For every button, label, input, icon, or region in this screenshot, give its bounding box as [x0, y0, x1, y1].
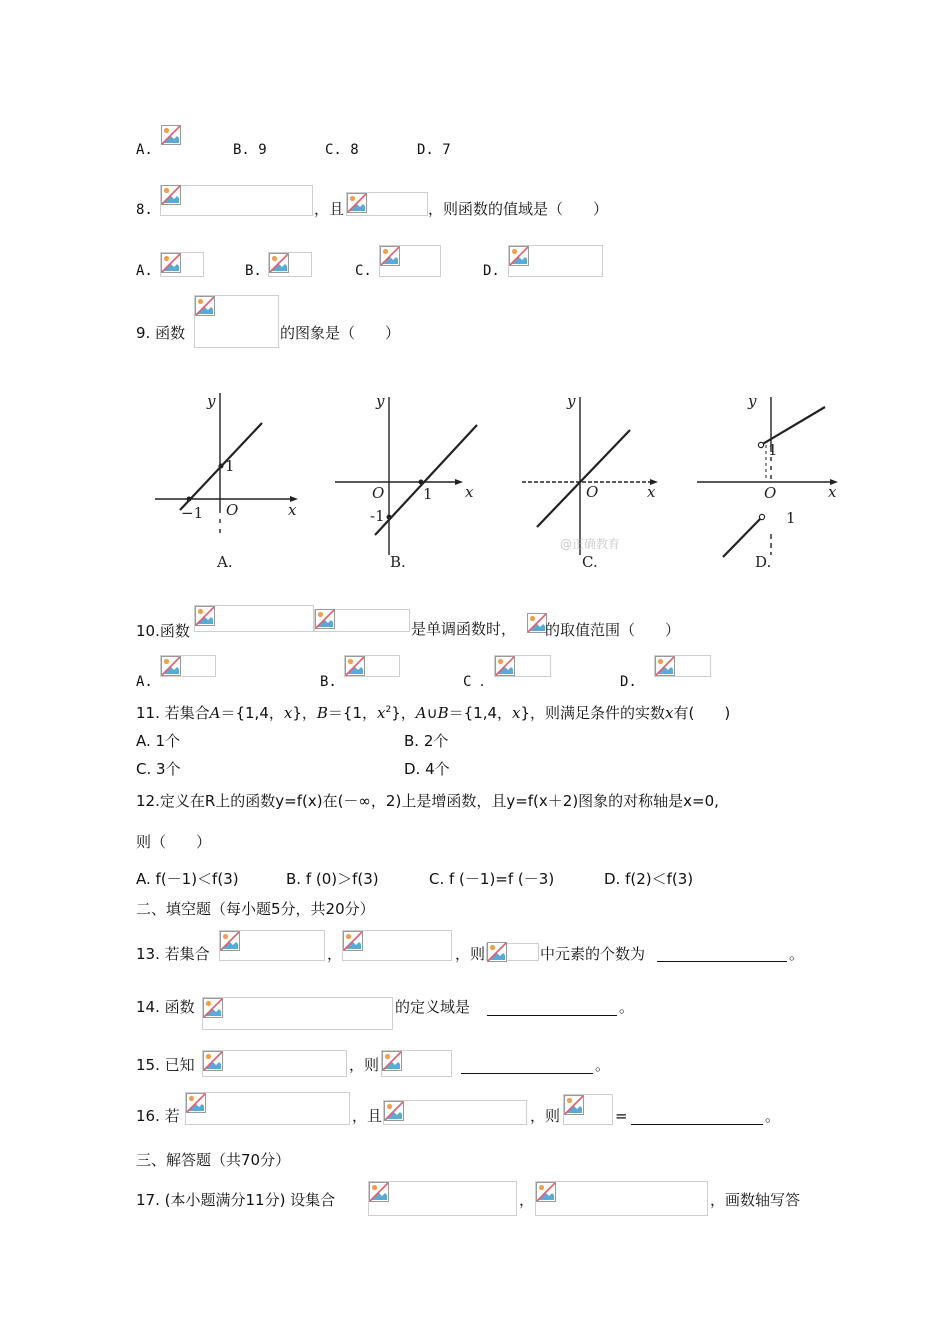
broken-image-icon	[527, 613, 547, 633]
q13-comma: ，	[327, 945, 343, 963]
q15-answer-blank[interactable]	[461, 1059, 593, 1074]
q8-text-range: ，则函数的值域是（ ）	[428, 200, 609, 218]
q13-text: 13. 若集合	[136, 945, 210, 963]
broken-image-icon	[347, 193, 367, 213]
broken-image-icon	[161, 253, 181, 273]
q15-then: ，则	[349, 1056, 380, 1074]
broken-image-icon	[195, 296, 215, 316]
section-2-heading: 二、填空题（每小题5分，共20分）	[136, 900, 375, 918]
q7-option-b: B. 9	[233, 142, 267, 158]
graph-d-y-label: y	[748, 392, 757, 410]
q12-line2: 则（ ）	[136, 833, 212, 851]
graph-d-origin: O	[764, 484, 777, 502]
q10-option-c: C ．	[463, 674, 494, 690]
q8-option-c: C.	[355, 263, 372, 279]
broken-image-icon	[161, 125, 181, 145]
graph-b-label-1: 1	[423, 485, 433, 503]
graph-d-caption: D.	[755, 553, 772, 571]
q16-end: 。	[765, 1107, 781, 1125]
formula-image	[368, 1181, 517, 1216]
graph-c-x-label: x	[647, 483, 656, 501]
broken-image-icon	[203, 998, 223, 1018]
q13-end: 。	[789, 945, 805, 963]
broken-image-icon	[343, 931, 363, 951]
graph-c-y-label: y	[567, 392, 576, 410]
q10-option-b: B.	[320, 674, 337, 690]
graph-a-point	[187, 497, 192, 502]
q8-option-a: A.	[136, 263, 153, 279]
graph-a-y-label: y	[207, 392, 216, 410]
q11-question: 11. 若集合A＝{1,4，x}，B＝{1，$x^2$}，A∪B＝{1,4，x}，则满足条件的实数x有( )	[136, 704, 731, 722]
graph-a-label-neg1: −1	[181, 504, 204, 522]
broken-image-icon	[345, 656, 365, 676]
q9-graphs	[140, 385, 860, 580]
broken-image-icon	[384, 1101, 404, 1121]
q13-then: ，则	[455, 945, 486, 963]
broken-image-icon	[161, 185, 181, 205]
graph-a-label-1: 1	[225, 457, 235, 475]
q11-option-b: B. 2个	[404, 732, 449, 750]
graph-b-point	[387, 515, 392, 520]
broken-image-icon	[382, 1051, 402, 1071]
q16-answer-blank[interactable]	[631, 1110, 763, 1125]
graph-a-origin: O	[226, 501, 239, 519]
q16-equals: =	[615, 1107, 628, 1125]
q7-option-d: D. 7	[417, 142, 451, 158]
graph-d-label-1: 1	[768, 441, 778, 459]
graph-a-x-label: x	[288, 501, 297, 519]
q14-tail: 的定义域是	[395, 998, 471, 1016]
broken-image-icon	[203, 1051, 223, 1071]
q14-end: 。	[619, 998, 635, 1016]
formula-image	[185, 1092, 350, 1125]
q13-answer-blank[interactable]	[657, 947, 787, 962]
graph-c-line	[537, 430, 630, 527]
graph-d-label-1b: 1	[786, 509, 796, 527]
formula-image	[160, 185, 313, 216]
broken-image-icon	[564, 1095, 584, 1115]
graph-d-open-point	[758, 442, 763, 447]
broken-image-icon	[655, 656, 675, 676]
broken-image-icon	[509, 246, 529, 266]
graph-a-caption: A.	[217, 553, 233, 571]
broken-image-icon	[380, 246, 400, 266]
q10-tail: 的取值范围（ ）	[545, 621, 681, 639]
q12-option-a: A. f(－1)＜f(3)	[136, 870, 239, 888]
q15-end: 。	[595, 1056, 611, 1074]
graph-b-caption: B.	[390, 553, 406, 571]
graph-a-point	[219, 464, 224, 469]
q16-text: 16. 若	[136, 1107, 180, 1125]
q7-option-a: A.	[136, 142, 153, 158]
q9-text: 9. 函数	[136, 324, 186, 342]
watermark: @正确教育	[560, 537, 621, 551]
broken-image-icon	[315, 609, 335, 629]
q17-tail: ，画数轴写答	[710, 1191, 801, 1209]
formula-image	[383, 1100, 527, 1125]
graph-c-caption: C.	[582, 553, 598, 571]
broken-image-icon	[495, 656, 515, 676]
q10-mid: 是单调函数时，	[411, 620, 517, 638]
q12-line1: 12.定义在R上的函数y=f(x)在(－∞，2)上是增函数，且y=f(x＋2)图象的对称轴是x=0,	[136, 792, 719, 810]
broken-image-icon	[369, 1182, 389, 1202]
q13-tail: 中元素的个数为	[540, 945, 646, 963]
q17-text: 17. (本小题满分11分) 设集合	[136, 1191, 336, 1209]
q16-and: ，且	[352, 1107, 383, 1125]
section-3-heading: 三、解答题（共70分）	[136, 1151, 291, 1169]
formula-image	[202, 1050, 347, 1077]
q12-option-d: D. f(2)＜f(3)	[604, 870, 694, 888]
q11-option-a: A. 1个	[136, 732, 181, 750]
broken-image-icon	[536, 1182, 556, 1202]
graph-d-lower-ray	[723, 517, 762, 557]
graph-c-origin: O	[586, 483, 599, 501]
graph-b-y-label: y	[376, 392, 385, 410]
graph-b-origin: O	[372, 484, 385, 502]
q9-tail: 的图象是（ ）	[280, 324, 401, 342]
formula-image	[535, 1181, 708, 1216]
graph-d-open-point	[759, 514, 764, 519]
graph-b-label-neg1: -1	[370, 507, 385, 525]
q10-option-a: A.	[136, 674, 153, 690]
q11-option-c: C. 3个	[136, 760, 181, 778]
q8-option-d: D.	[483, 263, 500, 279]
q8-option-b: B.	[245, 263, 262, 279]
q16-then: ，则	[530, 1107, 561, 1125]
q15-text: 15. 已知	[136, 1056, 195, 1074]
broken-image-icon	[195, 606, 215, 626]
graph-d-x-label: x	[828, 483, 837, 501]
broken-image-icon	[161, 656, 181, 676]
graph-b-point	[419, 480, 424, 485]
formula-image	[202, 997, 393, 1030]
q10-text: 10.函数	[136, 622, 190, 640]
graph-b-x-label: x	[465, 483, 474, 501]
broken-image-icon	[269, 253, 289, 273]
q17-comma: ，	[519, 1191, 535, 1209]
q7-option-c: C. 8	[325, 142, 359, 158]
broken-image-icon	[487, 942, 507, 962]
q8-number: 8.	[136, 202, 153, 218]
q14-answer-blank[interactable]	[487, 1001, 617, 1016]
q14-text: 14. 函数	[136, 998, 195, 1016]
broken-image-icon	[186, 1093, 206, 1113]
q11-option-d: D. 4个	[404, 760, 450, 778]
q8-text-and: ，且	[314, 200, 345, 218]
broken-image-icon	[220, 931, 240, 951]
q12-option-b: B. f (0)＞f(3)	[286, 870, 379, 888]
q10-option-d: D.	[620, 674, 637, 690]
q12-option-c: C. f (－1)=f (－3)	[429, 870, 555, 888]
